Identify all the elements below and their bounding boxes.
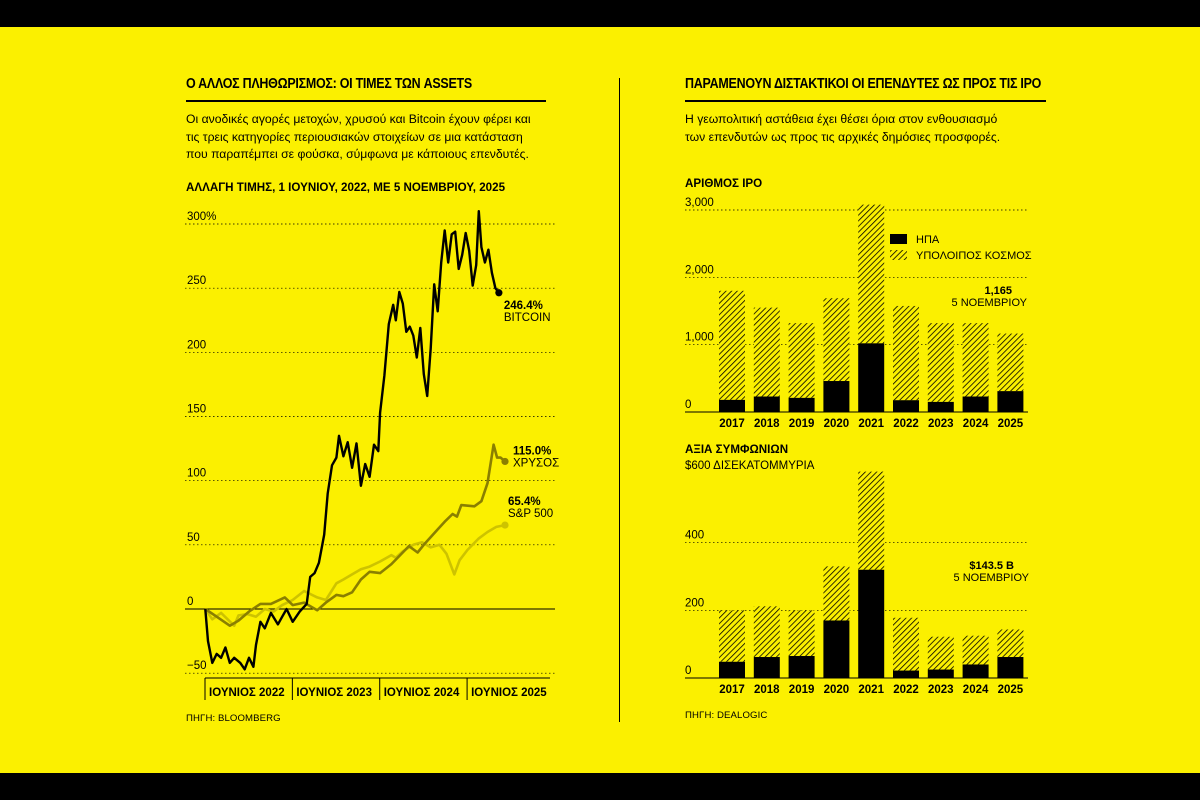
y-tick-label: 300% [187,211,217,223]
x-tick-label: 2020 [823,684,850,696]
series-end-name: ΧΡΥΣΟΣ [513,457,560,470]
x-tick-label: 2023 [928,684,954,696]
bar-rest-of-world [789,610,815,656]
x-tick-label: ΙΟΥΝΙΟΣ 2024 [383,687,460,699]
x-tick-label: 2019 [788,418,815,430]
column-divider [619,78,620,722]
left-description-line: Οι ανοδικές αγορές μετοχών, χρυσού και Bitcoin έχουν φέρει και [186,112,531,126]
bar-usa [823,620,849,678]
series-end-name: BITCOIN [503,311,551,324]
y-tick-label: 100 [187,467,207,480]
series-end-point [501,458,508,465]
bar-rest-of-world [963,636,989,665]
left-source: ΠΗΓΗ: BLOOMBERG [186,713,281,724]
series-end-value: 65.4% [508,496,541,509]
bar-usa [858,343,884,412]
series-end-value: 115.0% [513,445,552,458]
series-end-point [501,521,508,528]
series-line-bitcoin [205,211,499,669]
x-tick-label: 2023 [928,418,954,430]
right-description-line: των επενδυτών ως προς τις αρχικές δημόσιες προσφορές. [685,129,1001,144]
bar-usa [928,670,954,678]
bar-rest-of-world [789,323,815,398]
legend-swatch-rest [890,250,907,260]
y-tick-label: 3,000 [685,197,714,209]
y-tick-label: 200 [187,339,207,352]
bar-usa [823,381,849,412]
x-tick-label: 2017 [719,418,745,430]
right-description [685,111,1065,146]
deal-value-chart [680,470,1040,700]
x-tick-label: 2021 [858,684,884,696]
series-end-value: 246.4% [503,299,543,312]
bar-rest-of-world [754,308,780,397]
bar-rest-of-world [754,606,780,657]
y-tick-label: 200 [685,597,705,610]
ipo-count-title: ΑΡΙΘΜΟΣ IPO [685,177,763,190]
legend-swatch-usa [890,234,907,244]
y-tick-label: 1,000 [685,331,714,344]
x-tick-label: 2025 [997,418,1024,430]
bar-usa [997,391,1023,412]
series-end-point [495,289,502,296]
x-tick-label: ΙΟΥΝΙΟΣ 2022 [209,687,285,699]
left-title-rule [186,100,546,102]
bar-usa [997,657,1023,678]
bar-rest-of-world [997,334,1023,392]
bar-rest-of-world [963,323,989,396]
series-end-name: S&P 500 [508,508,554,521]
bar-usa [893,400,919,412]
bar-rest-of-world [858,205,884,344]
bar-usa [963,664,989,678]
bar-usa [719,662,745,678]
bar-usa [789,656,815,678]
x-tick-label: 2025 [997,684,1024,696]
right-source: ΠΗΓΗ: DEALOGIC [685,710,768,721]
bar-usa [754,397,780,412]
legend-label-usa: ΗΠΑ [916,234,940,246]
x-tick-label: 2024 [962,684,989,696]
left-description [186,111,566,164]
y-tick-label: 0 [685,399,692,411]
annotation-label: 5 ΝΟΕΜΒΡΙΟΥ [953,572,1029,584]
bar-rest-of-world [928,637,954,670]
x-tick-label: 2021 [858,418,884,430]
left-description-line: που παραπέμπει σε φούσκα, σύμφωνα με κάποιους επενδυτές. [186,147,529,161]
x-tick-label: 2018 [754,684,780,696]
y-tick-label: 2,000 [685,264,714,277]
bar-usa [893,671,919,678]
y-tick-label: −50 [187,660,207,673]
x-tick-label: 2018 [754,418,780,430]
ipo-count-chart [680,195,1040,435]
bar-rest-of-world [997,629,1023,657]
right-title-rule [685,100,1046,102]
bar-rest-of-world [823,298,849,381]
left-description-line: τις τρεις κατηγορίες περιουσιακών στοιχείων σε μια κατάσταση [186,129,523,144]
bar-rest-of-world [719,610,745,661]
bar-rest-of-world [928,323,954,402]
deal-value-title: ΑΞΙΑ ΣΥΜΦΩΝΙΩΝ [685,443,789,456]
annotation-label: 5 ΝΟΕΜΒΡΙΟΥ [951,297,1027,309]
y-tick-label: 250 [187,275,207,288]
bar-rest-of-world [893,306,919,400]
right-description-line: Η γεωπολιτική αστάθεια έχει θέσει όρια στον ενθουσιασμό [685,112,998,126]
deal-value-unit: $600 ΔΙΣΕΚΑΤΟΜΜΥΡΙΑ [685,460,815,472]
bar-usa [928,402,954,412]
bar-rest-of-world [823,566,849,620]
x-tick-label: ΙΟΥΝΙΟΣ 2023 [296,687,372,699]
bar-usa [963,397,989,412]
bar-rest-of-world [893,618,919,671]
line-chart [180,200,560,710]
annotation-value: 1,165 [984,285,1012,297]
x-tick-label: ΙΟΥΝΙΟΣ 2025 [471,687,547,699]
x-tick-label: 2019 [788,684,815,696]
x-tick-label: 2022 [893,684,919,696]
bar-rest-of-world [719,291,745,400]
bar-usa [719,400,745,412]
left-title: Ο ΑΛΛΟΣ ΠΛΗΘΩΡΙΣΜΟΣ: ΟΙ ΤΙΜΕΣ ΤΩΝ ASSETS [186,76,472,92]
x-tick-label: 2022 [893,418,919,430]
line-chart-subtitle: ΑΛΛΑΓΗ ΤΙΜΗΣ, 1 ΙΟΥΝΙΟΥ, 2022, ΜΕ 5 ΝΟΕΜΒΡΙΟΥ, 2025 [186,181,506,194]
y-tick-label: 50 [187,531,200,544]
y-tick-label: 0 [187,596,194,608]
annotation-value: $143.5 B [969,560,1014,572]
x-tick-label: 2024 [962,418,989,430]
x-tick-label: 2017 [719,684,745,696]
y-tick-label: 400 [685,529,705,542]
x-tick-label: 2020 [823,418,850,430]
series-line-χρυσος [205,445,505,626]
y-tick-label: 150 [187,403,207,416]
bar-usa [858,570,884,678]
right-title: ΠΑΡΑΜΕΝΟΥΝ ΔΙΣΤΑΚΤΙΚΟΙ ΟΙ ΕΠΕΝΔΥΤΕΣ ΩΣ ΠΡΟΣ ΤΙΣ IPO [685,76,1042,92]
y-tick-label: 0 [685,665,692,677]
bar-usa [789,398,815,412]
bar-usa [754,657,780,678]
legend-label-rest: ΥΠΟΛΟΙΠΟΣ ΚΟΣΜΟΣ [916,250,1032,262]
bar-rest-of-world [858,472,884,570]
